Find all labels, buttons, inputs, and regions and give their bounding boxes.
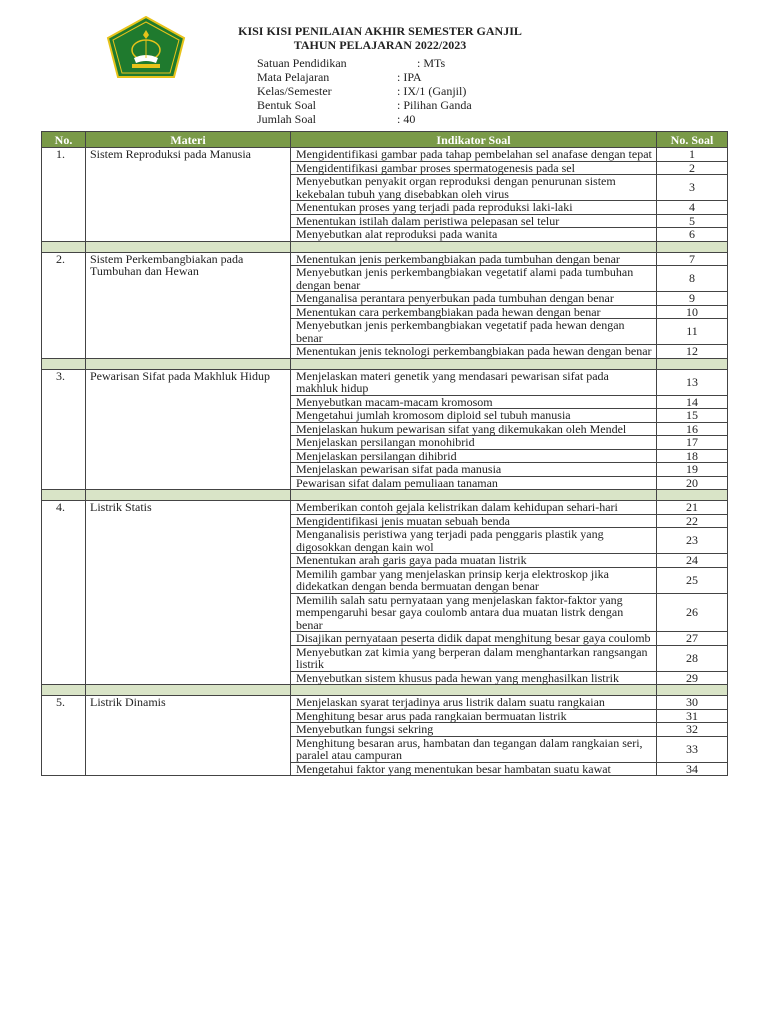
section-separator [42, 490, 728, 501]
no-soal-cell: 24 [657, 554, 728, 568]
section-separator [42, 241, 728, 252]
no-soal-cell: 4 [657, 201, 728, 215]
info-row [257, 70, 557, 84]
table-row [42, 501, 728, 515]
info-value: : IPA [397, 70, 422, 84]
separator-cell [86, 490, 291, 501]
info-key: Kelas/Semester [257, 84, 332, 98]
section-materi: Sistem Perkembangbiakan pada Tumbuhan dan Hewan [86, 252, 291, 358]
separator-cell [657, 490, 728, 501]
indikator-cell: Menyebutkan sistem khusus pada hewan yang menghasilkan listrik [291, 671, 657, 685]
header-indikator: Indikator Soal [291, 132, 657, 148]
indikator-cell: Menjelaskan materi genetik yang mendasari pewarisan sifat pada makhluk hidup [291, 369, 657, 395]
info-value: : 40 [397, 112, 416, 126]
document-title [200, 24, 560, 52]
separator-cell [291, 358, 657, 369]
no-soal-cell: 22 [657, 514, 728, 528]
separator-cell [291, 241, 657, 252]
indikator-cell: Memilih gambar yang menjelaskan prinsip kerja elektroskop jika didekatkan dengan benda bermuatan dengan benar [291, 567, 657, 593]
indikator-cell: Menentukan jenis teknologi perkembangbiakan pada hewan dengan benar [291, 345, 657, 359]
indikator-cell: Memberikan contoh gejala kelistrikan dalam kehidupan sehari-hari [291, 501, 657, 515]
indikator-cell: Mengetahui faktor yang menentukan besar hambatan suatu kawat [291, 762, 657, 776]
title-line-1: KISI KISI PENILAIAN AKHIR SEMESTER GANJIL [238, 24, 522, 38]
table-row [42, 252, 728, 266]
separator-cell [86, 358, 291, 369]
indikator-cell: Mengidentifikasi jenis muatan sebuah benda [291, 514, 657, 528]
no-soal-cell: 19 [657, 463, 728, 477]
info-value: : MTs [417, 56, 446, 70]
separator-cell [86, 685, 291, 696]
no-soal-cell: 16 [657, 422, 728, 436]
no-soal-cell: 8 [657, 266, 728, 292]
indikator-cell: Menyebutkan jenis perkembangbiakan vegetatif pada hewan dengan benar [291, 319, 657, 345]
indikator-cell: Menjelaskan hukum pewarisan sifat yang dikemukakan oleh Mendel [291, 422, 657, 436]
section-materi: Sistem Reproduksi pada Manusia [86, 148, 291, 242]
indikator-cell: Menyebutkan jenis perkembangbiakan vegetatif alami pada tumbuhan dengan benar [291, 266, 657, 292]
indikator-cell: Menyebutkan zat kimia yang berperan dalam menghantarkan rangsangan listrik [291, 645, 657, 671]
title-line-2: TAHUN PELAJARAN 2022/2023 [293, 38, 467, 52]
indikator-cell: Mengetahui jumlah kromosom diploid sel tubuh manusia [291, 409, 657, 423]
no-soal-cell: 30 [657, 696, 728, 710]
no-soal-cell: 11 [657, 319, 728, 345]
indikator-cell: Menyebutkan alat reproduksi pada wanita [291, 228, 657, 242]
no-soal-cell: 18 [657, 449, 728, 463]
table-row [42, 696, 728, 710]
info-value: : IX/1 (Ganjil) [397, 84, 467, 98]
header-no: No. [42, 132, 86, 148]
no-soal-cell: 6 [657, 228, 728, 242]
no-soal-cell: 23 [657, 528, 728, 554]
section-materi: Listrik Dinamis [86, 696, 291, 776]
no-soal-cell: 1 [657, 148, 728, 162]
section-number: 3. [42, 369, 86, 490]
info-key: Bentuk Soal [257, 98, 316, 112]
section-number: 4. [42, 501, 86, 685]
info-row [257, 56, 557, 70]
info-key: Jumlah Soal [257, 112, 316, 126]
header-no-soal: No. Soal [657, 132, 728, 148]
no-soal-cell: 17 [657, 436, 728, 450]
no-soal-cell: 15 [657, 409, 728, 423]
indikator-cell: Menghitung besar arus pada rangkaian bermuatan listrik [291, 709, 657, 723]
no-soal-cell: 25 [657, 567, 728, 593]
table-header-row [42, 132, 728, 148]
indikator-cell: Menjelaskan persilangan dihibrid [291, 449, 657, 463]
indikator-cell: Disajikan pernyataan peserta didik dapat menghitung besar gaya coulomb [291, 632, 657, 646]
no-soal-cell: 10 [657, 305, 728, 319]
section-number: 2. [42, 252, 86, 358]
indikator-cell: Menentukan istilah dalam peristiwa pelepasan sel telur [291, 214, 657, 228]
no-soal-cell: 34 [657, 762, 728, 776]
info-row [257, 112, 557, 126]
indikator-cell: Memilih salah satu pernyataan yang menjelaskan faktor-faktor yang mempengaruhi besar gaya coulomb antara dua muatan listrk dengan benar [291, 593, 657, 632]
section-separator [42, 685, 728, 696]
separator-cell [657, 241, 728, 252]
separator-cell [42, 490, 86, 501]
indikator-cell: Menyebutkan fungsi sekring [291, 723, 657, 737]
no-soal-cell: 31 [657, 709, 728, 723]
no-soal-cell: 3 [657, 175, 728, 201]
info-key: Satuan Pendidikan [257, 56, 347, 70]
section-number: 1. [42, 148, 86, 242]
separator-cell [42, 685, 86, 696]
separator-cell [291, 685, 657, 696]
section-number: 5. [42, 696, 86, 776]
no-soal-cell: 2 [657, 161, 728, 175]
separator-cell [42, 358, 86, 369]
no-soal-cell: 28 [657, 645, 728, 671]
no-soal-cell: 26 [657, 593, 728, 632]
no-soal-cell: 14 [657, 395, 728, 409]
indikator-cell: Mengidentifikasi gambar proses spermatogenesis pada sel [291, 161, 657, 175]
indikator-cell: Menganalisa perantara penyerbukan pada tumbuhan dengan benar [291, 292, 657, 306]
document-info [257, 56, 557, 126]
info-key: Mata Pelajaran [257, 70, 330, 84]
no-soal-cell: 20 [657, 476, 728, 490]
table-row [42, 148, 728, 162]
no-soal-cell: 9 [657, 292, 728, 306]
section-separator [42, 358, 728, 369]
indikator-cell: Menjelaskan syarat terjadinya arus listrik dalam suatu rangkaian [291, 696, 657, 710]
no-soal-cell: 7 [657, 252, 728, 266]
indikator-cell: Pewarisan sifat dalam pemuliaan tanaman [291, 476, 657, 490]
info-row [257, 84, 557, 98]
indikator-cell: Menyebutkan macam-macam kromosom [291, 395, 657, 409]
separator-cell [42, 241, 86, 252]
no-soal-cell: 29 [657, 671, 728, 685]
info-row [257, 98, 557, 112]
section-materi: Pewarisan Sifat pada Makhluk Hidup [86, 369, 291, 490]
no-soal-cell: 33 [657, 736, 728, 762]
indikator-cell: Menganalisis peristiwa yang terjadi pada penggaris plastik yang digosokkan dengan kain wol [291, 528, 657, 554]
no-soal-cell: 21 [657, 501, 728, 515]
no-soal-cell: 5 [657, 214, 728, 228]
separator-cell [291, 490, 657, 501]
indikator-cell: Menentukan jenis perkembangbiakan pada tumbuhan dengan benar [291, 252, 657, 266]
info-value: : Pilihan Ganda [397, 98, 472, 112]
indikator-cell: Menyebutkan penyakit organ reproduksi dengan penurunan sistem kekebalan tubuh yang disebabkan oleh virus [291, 175, 657, 201]
no-soal-cell: 27 [657, 632, 728, 646]
table-body [42, 148, 728, 776]
indikator-cell: Menjelaskan pewarisan sifat pada manusia [291, 463, 657, 477]
indikator-cell: Menentukan arah garis gaya pada muatan listrik [291, 554, 657, 568]
indikator-cell: Menjelaskan persilangan monohibrid [291, 436, 657, 450]
indikator-cell: Menentukan cara perkembangbiakan pada hewan dengan benar [291, 305, 657, 319]
kemenag-logo [106, 16, 186, 78]
no-soal-cell: 13 [657, 369, 728, 395]
kisi-kisi-table [41, 131, 728, 776]
separator-cell [86, 241, 291, 252]
indikator-cell: Mengidentifikasi gambar pada tahap pembelahan sel anafase dengan tepat [291, 148, 657, 162]
no-soal-cell: 32 [657, 723, 728, 737]
table-row [42, 369, 728, 395]
indikator-cell: Menentukan proses yang terjadi pada reproduksi laki-laki [291, 201, 657, 215]
section-materi: Listrik Statis [86, 501, 291, 685]
separator-cell [657, 685, 728, 696]
no-soal-cell: 12 [657, 345, 728, 359]
separator-cell [657, 358, 728, 369]
indikator-cell: Menghitung besaran arus, hambatan dan tegangan dalam rangkaian seri, paralel atau campuran [291, 736, 657, 762]
header-materi: Materi [86, 132, 291, 148]
